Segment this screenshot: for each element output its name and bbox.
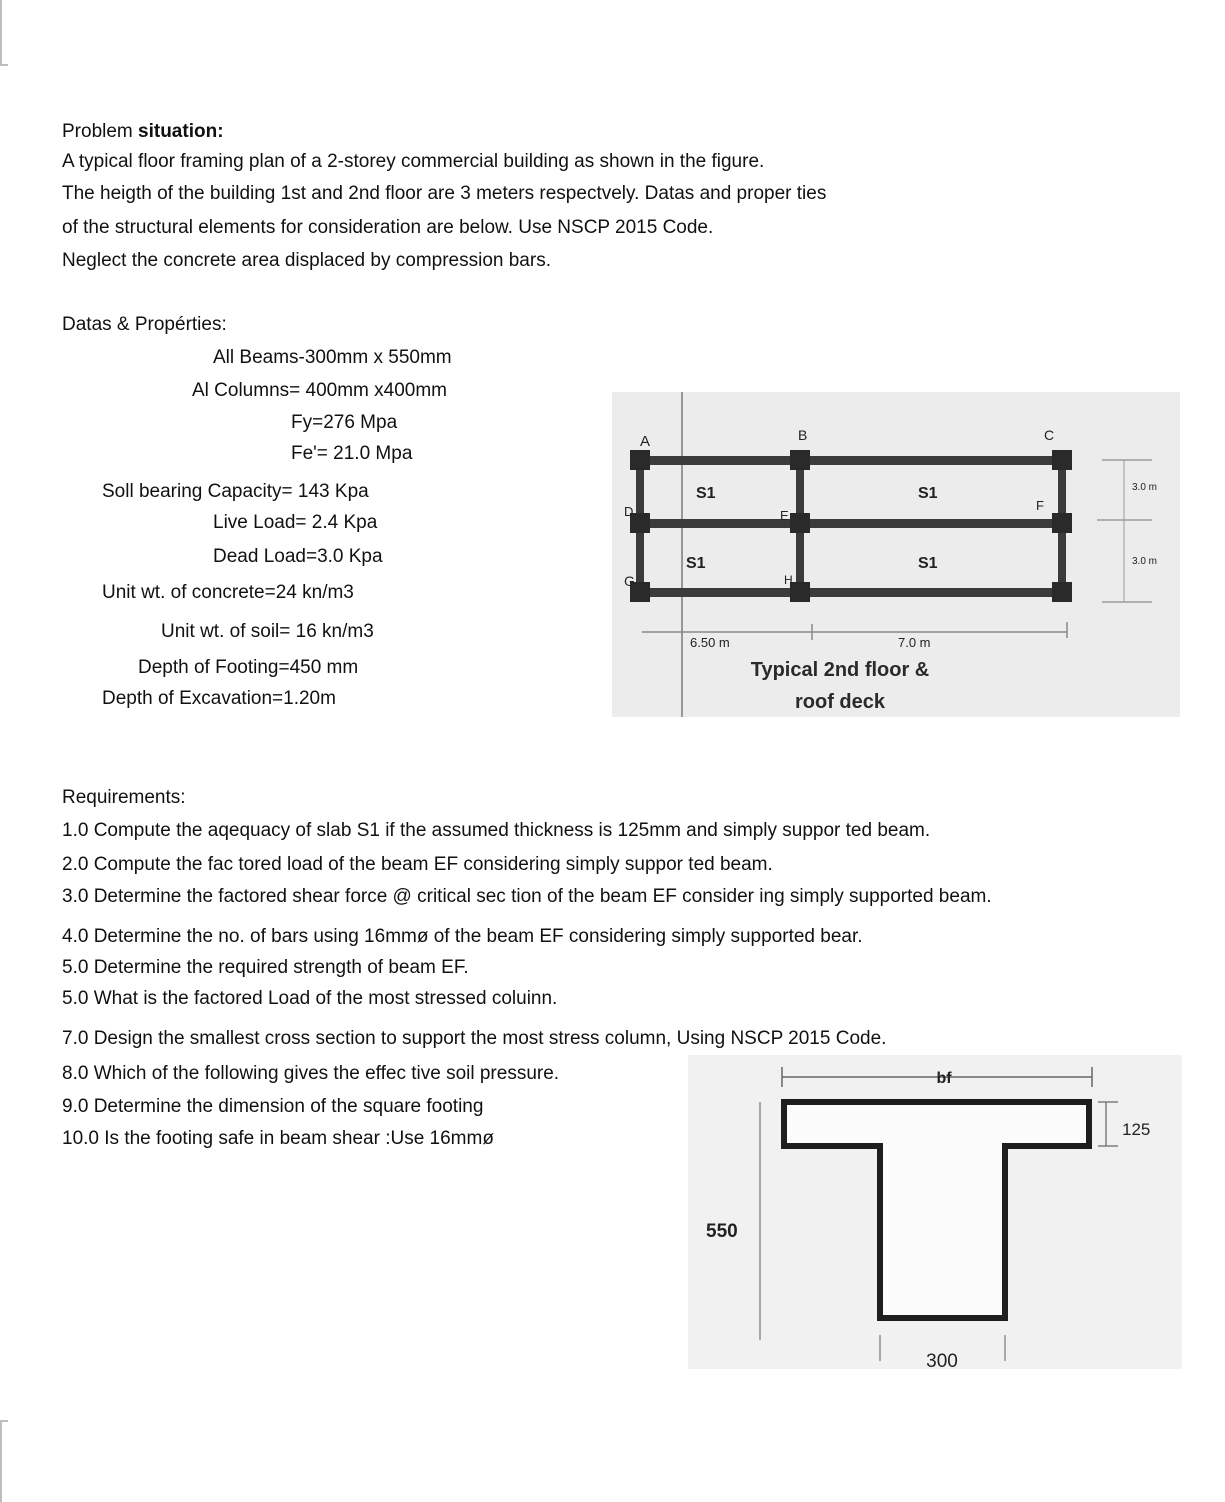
column: [790, 513, 810, 533]
requirement-item: 1.0 Compute the aqequacy of slab S1 if the assumed thickness is 125mm and simply suppor ted beam.: [62, 820, 931, 841]
plan-dimension: 3.0 m: [1132, 556, 1158, 567]
data-item: Live Load= 2.4 Kpa: [213, 512, 378, 533]
requirement-item: 7.0 Design the smallest cross section to support the most stress column, Using NSCP 2015 Code.: [62, 1028, 887, 1049]
data-heading: Datas & Propérties:: [62, 314, 227, 335]
slab-label: S1: [918, 485, 938, 502]
problem-heading: [62, 120, 224, 144]
data-item: Fe'= 21.0 Mpa: [291, 443, 413, 464]
plan-dimension: 3.0 m: [1132, 482, 1158, 493]
requirement-item: 2.0 Compute the fac tored load of the beam EF considering simply suppor ted beam.: [62, 854, 773, 875]
requirement-item: 8.0 Which of the following gives the effec tive soil pressure.: [62, 1063, 560, 1084]
floor-plan-figure: [612, 392, 1180, 717]
column: [790, 582, 810, 602]
beam: [636, 519, 1066, 528]
slab-label: S1: [918, 555, 938, 572]
floor-plan-drawing: [612, 392, 1180, 717]
data-item: Dead Load=3.0 Kpa: [213, 546, 383, 567]
data-item: Soll bearing Capacity= 143 Kpa: [102, 481, 369, 502]
requirement-item: 4.0 Determine the no. of bars using 16mmø of the beam EF considering simply supported bear.: [62, 926, 863, 947]
requirement-item: 5.0 Determine the required strength of beam EF.: [62, 957, 469, 978]
slab-label: S1: [696, 485, 716, 502]
depth-label: 550: [706, 1221, 738, 1242]
grid-label: D: [624, 504, 634, 519]
slab-label: S1: [686, 555, 706, 572]
page-edge-mark-bottom: [0, 1420, 8, 1502]
column: [790, 450, 810, 470]
grid-label: H: [784, 573, 793, 587]
plan-dimension: 7.0 m: [898, 635, 931, 650]
requirement-item: 9.0 Determine the dimension of the square footing: [62, 1096, 484, 1117]
column: [1052, 450, 1072, 470]
page-edge-mark-top: [0, 0, 8, 66]
requirement-item: 3.0 Determine the factored shear force @ critical sec tion of the beam EF consider ing simply supported beam.: [62, 886, 992, 907]
tbeam-outline: [784, 1102, 1089, 1318]
grid-label: F: [1036, 498, 1044, 513]
web-width-label: 300: [926, 1351, 958, 1369]
tbeam-section-drawing: [688, 1055, 1182, 1369]
data-item: Depth of Footing=450 mm: [138, 657, 359, 678]
column: [1052, 513, 1072, 533]
problem-line: The heigth of the building 1st and 2nd floor are 3 meters respectvely. Datas and proper ties: [62, 183, 827, 204]
grid-label: C: [1044, 427, 1055, 443]
problem-line: of the structural elements for consideration are below. Use NSCP 2015 Code.: [62, 217, 714, 238]
problem-line: A typical floor framing plan of a 2-storey commercial building as shown in the figure.: [62, 151, 765, 172]
plan-caption: roof deck: [794, 691, 886, 713]
requirements-heading: Requirements:: [62, 787, 186, 808]
data-item: Depth of Excavation=1.20m: [102, 688, 336, 709]
data-item: Fy=276 Mpa: [291, 412, 398, 433]
problem-heading-bold: situation:: [138, 121, 224, 142]
bf-label: bf: [936, 1070, 952, 1087]
tbeam-section-figure: [688, 1055, 1182, 1369]
data-item: Unit wt. of soil= 16 kn/m3: [161, 621, 374, 642]
column: [630, 450, 650, 470]
requirement-item: 10.0 Is the footing safe in beam shear :Use 16mmø: [62, 1128, 494, 1149]
flange-thickness-label: 125: [1122, 1120, 1151, 1139]
grid-label: B: [798, 427, 808, 443]
plan-caption: Typical 2nd floor &: [750, 659, 930, 681]
beam: [636, 588, 1066, 597]
data-item: Al Columns= 400mm x400mm: [192, 380, 448, 401]
beam: [636, 456, 1066, 465]
problem-line: Neglect the concrete area displaced by compression bars.: [62, 250, 551, 271]
requirement-item: 5.0 What is the factored Load of the most stressed coluinn.: [62, 988, 558, 1009]
column: [1052, 582, 1072, 602]
plan-dimension: 6.50 m: [690, 635, 730, 650]
grid-label: E: [780, 508, 789, 523]
grid-label: A: [640, 433, 651, 450]
data-item: All Beams-300mm x 550mm: [213, 347, 452, 368]
grid-label: G: [624, 573, 635, 589]
problem-heading-word: Problem: [62, 121, 133, 142]
data-item: Unit wt. of concrete=24 kn/m3: [102, 582, 354, 603]
